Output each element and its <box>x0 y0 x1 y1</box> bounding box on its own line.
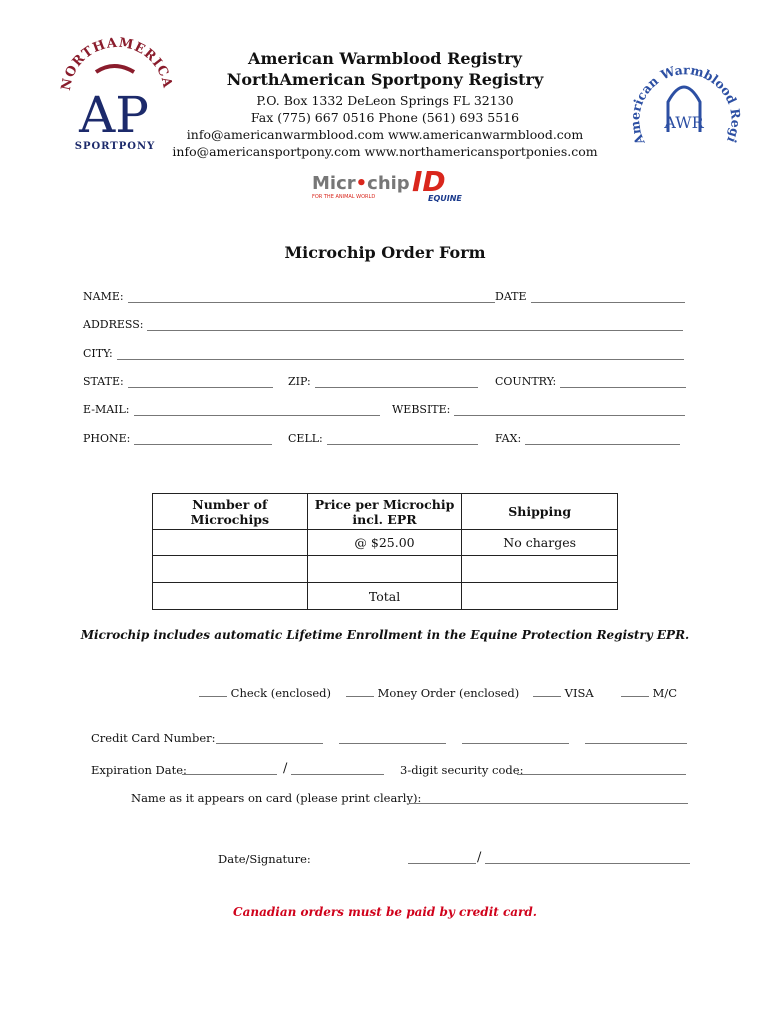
microchip-logo-text-b: chip <box>367 173 410 194</box>
zip-label: ZIP: <box>288 375 311 388</box>
website-label: WEBSITE: <box>392 403 451 416</box>
cell-field[interactable] <box>288 432 478 445</box>
table-row <box>153 530 618 556</box>
email-field[interactable] <box>83 403 380 416</box>
registry-name: American Warmblood Registry <box>248 49 522 68</box>
card-number-label: Credit Card Number: <box>91 731 216 745</box>
table-cell <box>153 583 308 610</box>
nasp-logo-bottom-text: SPORTPONY <box>74 141 156 152</box>
registry-address: P.O. Box 1332 DeLeon Springs FL 32130 <box>256 93 514 108</box>
card-number-group-1[interactable] <box>216 743 323 744</box>
microchip-logo-sub: FOR THE ANIMAL WORLD <box>312 194 376 200</box>
table-row <box>153 556 618 583</box>
table-cell[interactable] <box>462 556 618 583</box>
phone-field[interactable] <box>83 432 272 445</box>
check-label: Check (enclosed) <box>230 686 332 700</box>
svg-text:American Warmblood Registry <box>626 52 742 148</box>
money-order-label: Money Order (enclosed) <box>377 686 520 700</box>
security-code-field[interactable] <box>517 774 686 775</box>
security-code-label: 3-digit security code: <box>400 763 524 777</box>
payment-visa-option[interactable] <box>533 686 594 700</box>
date-signature-label: Date/Signature: <box>218 852 311 866</box>
table-cell[interactable] <box>307 556 462 583</box>
cell-label: CELL: <box>288 432 323 445</box>
city-label: CITY: <box>83 347 113 360</box>
visa-label: VISA <box>564 686 594 700</box>
expiration-month-field[interactable] <box>182 774 277 775</box>
website-field[interactable] <box>392 403 685 416</box>
country-field[interactable] <box>495 375 686 388</box>
total-value-cell[interactable] <box>462 583 618 610</box>
microchip-logo-id: ID <box>412 165 446 198</box>
mc-label: M/C <box>652 686 678 700</box>
city-field[interactable] <box>83 347 684 360</box>
svg-text:Micr•chip: Micr•chip <box>312 173 410 194</box>
cardholder-name-field[interactable] <box>409 803 688 804</box>
address-label: ADDRESS: <box>83 318 144 331</box>
registry-name-2: NorthAmerican Sportpony Registry <box>226 70 544 89</box>
fax-label: FAX: <box>495 432 522 445</box>
shipping-cell: No charges <box>462 530 618 556</box>
registry-phones: Fax (775) 667 0516 Phone (561) 693 5516 <box>250 110 520 125</box>
form-title: Microchip Order Form <box>284 243 486 262</box>
payment-mc-option[interactable] <box>621 686 677 700</box>
order-table <box>152 493 618 610</box>
quantity-cell[interactable] <box>153 530 308 556</box>
epr-note: Microchip includes automatic Lifetime Enrollment in the Equine Protection Registry EPR. <box>80 628 690 642</box>
email-label: E-MAIL: <box>83 403 130 416</box>
card-number-group-4[interactable] <box>585 743 687 744</box>
microchip-logo-equine: EQUINE <box>428 194 462 203</box>
awr-logo-ring-text: American Warmblood R gi <box>627 62 742 148</box>
awr-logo <box>626 52 742 162</box>
state-label: STATE: <box>83 375 124 388</box>
header-price-per-microchip: Price per Microchip incl. EPR <box>307 494 462 530</box>
nasp-logo-monogram: AP <box>79 86 149 144</box>
state-field[interactable] <box>83 375 273 388</box>
total-label-cell: Total <box>307 583 462 610</box>
expiration-label: Expiration Date: <box>91 763 187 777</box>
signature-slash: / <box>477 850 482 865</box>
name-label: NAME: <box>83 290 124 303</box>
address-field[interactable] <box>83 318 683 331</box>
name-field[interactable] <box>83 290 495 303</box>
registry-header <box>150 48 620 160</box>
card-number-group-3[interactable] <box>462 743 569 744</box>
date-label: DATE <box>495 290 527 303</box>
header-number-of-microchips: Number of Microchips <box>153 494 308 530</box>
table-row <box>153 583 618 610</box>
registry-contact-1: info@americanwarmblood.com www.americanwarmblood.com <box>186 127 584 142</box>
canada-payment-note: Canadian orders must be paid by credit card. <box>233 905 537 919</box>
nasp-logo-arc-text: NORTHAMERICA <box>58 36 175 92</box>
card-number-group-2[interactable] <box>339 743 446 744</box>
microchip-id-logo <box>308 161 464 205</box>
microchip-logo-text-a: Micr <box>312 173 356 194</box>
cardholder-name-label: Name as it appears on card (please print clearly): <box>131 791 422 805</box>
registry-contact-2: info@americansportpony.com www.northamericansportponies.com <box>172 144 598 159</box>
date-field[interactable] <box>495 290 685 303</box>
header-shipping: Shipping <box>462 494 618 530</box>
payment-money-order-option[interactable] <box>346 686 519 700</box>
awr-logo-monogram: AWR <box>664 113 704 132</box>
table-header-row <box>153 494 618 530</box>
signature-field[interactable] <box>485 863 690 864</box>
expiration-year-field[interactable] <box>291 774 384 775</box>
country-label: COUNTRY: <box>495 375 557 388</box>
fax-field[interactable] <box>495 432 680 445</box>
signature-date-field[interactable] <box>408 863 476 864</box>
payment-check-option[interactable] <box>199 686 331 700</box>
expiration-slash: / <box>283 761 288 776</box>
phone-label: PHONE: <box>83 432 131 445</box>
price-cell: @ $25.00 <box>307 530 462 556</box>
table-cell[interactable] <box>153 556 308 583</box>
zip-field[interactable] <box>288 375 478 388</box>
